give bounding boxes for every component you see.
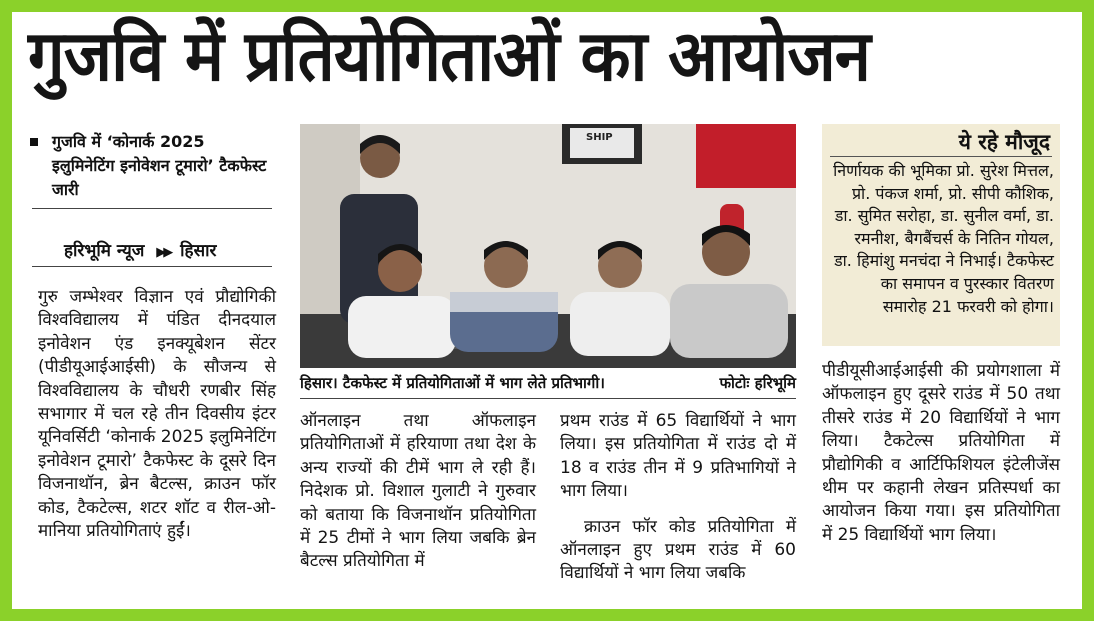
article-column-2: ऑनलाइन तथा ऑफलाइन प्रतियोगिताओं में हरियाणा तथा देश के अन्य राज्यों की टीमें भाग ले रही हैं। निदेशक प्रो. विशाल गुलाटी ने गुरुवार को बताया कि विजनाथॉन प्रतियोगिता में 25 टीमों ने भाग लिया जबकि ब्रेन बैटल्स प्रतियोगिता में xyxy=(300,411,536,572)
photo-caption xyxy=(300,373,796,393)
article-paragraph: प्रथम राउंड में 65 विद्यार्थियों ने भाग लिया। इस प्रतियोगिता में राउंड दो में 18 व राउंड तीन में 9 प्रतिभागियों ने भाग लिया। xyxy=(560,411,796,502)
photo-banner-text: SHIP xyxy=(586,132,613,143)
news-photo xyxy=(300,124,796,368)
summary-bullet-text: गुजवि में ‘कोनार्क 2025 इलुमिनेटिंग इनोवेशन टूमारो’ टैकफेस्ट जारी xyxy=(52,132,267,199)
sidebar-box-body: निर्णायक की भूमिका प्रो. सुरेश मित्तल, प्रो. पंकज शर्मा, प्रो. सीपी कौशिक, डा. सुमित सरोहा, डा. सुनील वर्मा, डा. रमनीश, बैगबैंचर्स के नितिन गोयल, डा. हिमांशु मनचंदा ने निभाई। टैकफेस्ट का समापन व पुरस्कार वितरण समारोह 21 फरवरी को होगा। xyxy=(833,161,1054,316)
divider xyxy=(32,208,272,209)
dateline-place: हिसार xyxy=(180,241,217,261)
caption-text: हिसार। टैकफेस्ट में प्रतियोगिताओं में भाग लेते प्रतिभागी। xyxy=(300,374,605,392)
bullet-square-icon xyxy=(30,138,38,146)
divider xyxy=(300,398,796,399)
divider xyxy=(32,266,272,267)
article-paragraph: क्राउन फॉर कोड प्रतियोगिता में ऑनलाइन हुए प्रथम राउंड में 60 विद्यार्थियों ने भाग लिया जबकि xyxy=(560,516,796,584)
sidebar-box xyxy=(822,124,1060,346)
headline: गुजवि में प्रतियोगिताओं का आयोजन xyxy=(28,15,871,97)
photo-credit: फोटोः हरिभूमि xyxy=(719,374,796,392)
article-column-3 xyxy=(560,410,796,586)
dateline-arrow-icon: ▶▶ xyxy=(156,245,171,260)
article-column-1: गुरु जम्भेश्वर विज्ञान एवं प्रौद्योगिकी विश्वविद्यालय में पंडित दीनदयाल इनोवेशन एंड इनक्यूबेशन सेंटर (पीडीयूआईआईसी) के सौजन्य से विश्वविद्यालय के चौधरी रणबीर सिंह सभागार में चल रहे तीन दिवसीय इंटर यूनिवर्सिटी ‘कोनार्क 2025 इलुमिनेटिंग इनोवेशन टूमारो’ टैकफेस्ट के दूसरे दिन विजनाथॉन, ब्रेन बैटल्स, क्राउन फॉर कोड, टैकटेल्स, शटर शॉट व रील-ओ-मानिया प्रतियोगिताएं हुईं। xyxy=(38,287,276,542)
dateline-source: हरिभूमि न्यूज xyxy=(64,241,145,261)
photo-students-at-computers xyxy=(300,124,796,368)
dateline xyxy=(64,238,216,261)
divider xyxy=(830,156,1052,157)
sidebar-box-title: ये रहे मौजूद xyxy=(958,130,1050,154)
article-column-4: पीडीयूसीआईआईसी की प्रयोगशाला में ऑफलाइन हुए दूसरे राउंड में 50 तथा तीसरे राउंड में 20 विद्यार्थियों ने भाग लिया। टैकटेल्स प्रतियोगिता में प्रौद्योगिकी व आर्टिफिशियल इंटेलीजेंस थीम पर कहानी लेखन प्रतिस्पर्धा का आयोजन किया गया। इस प्रतियोगिता में 25 विद्यार्थियों भाग लिया। xyxy=(822,361,1060,545)
